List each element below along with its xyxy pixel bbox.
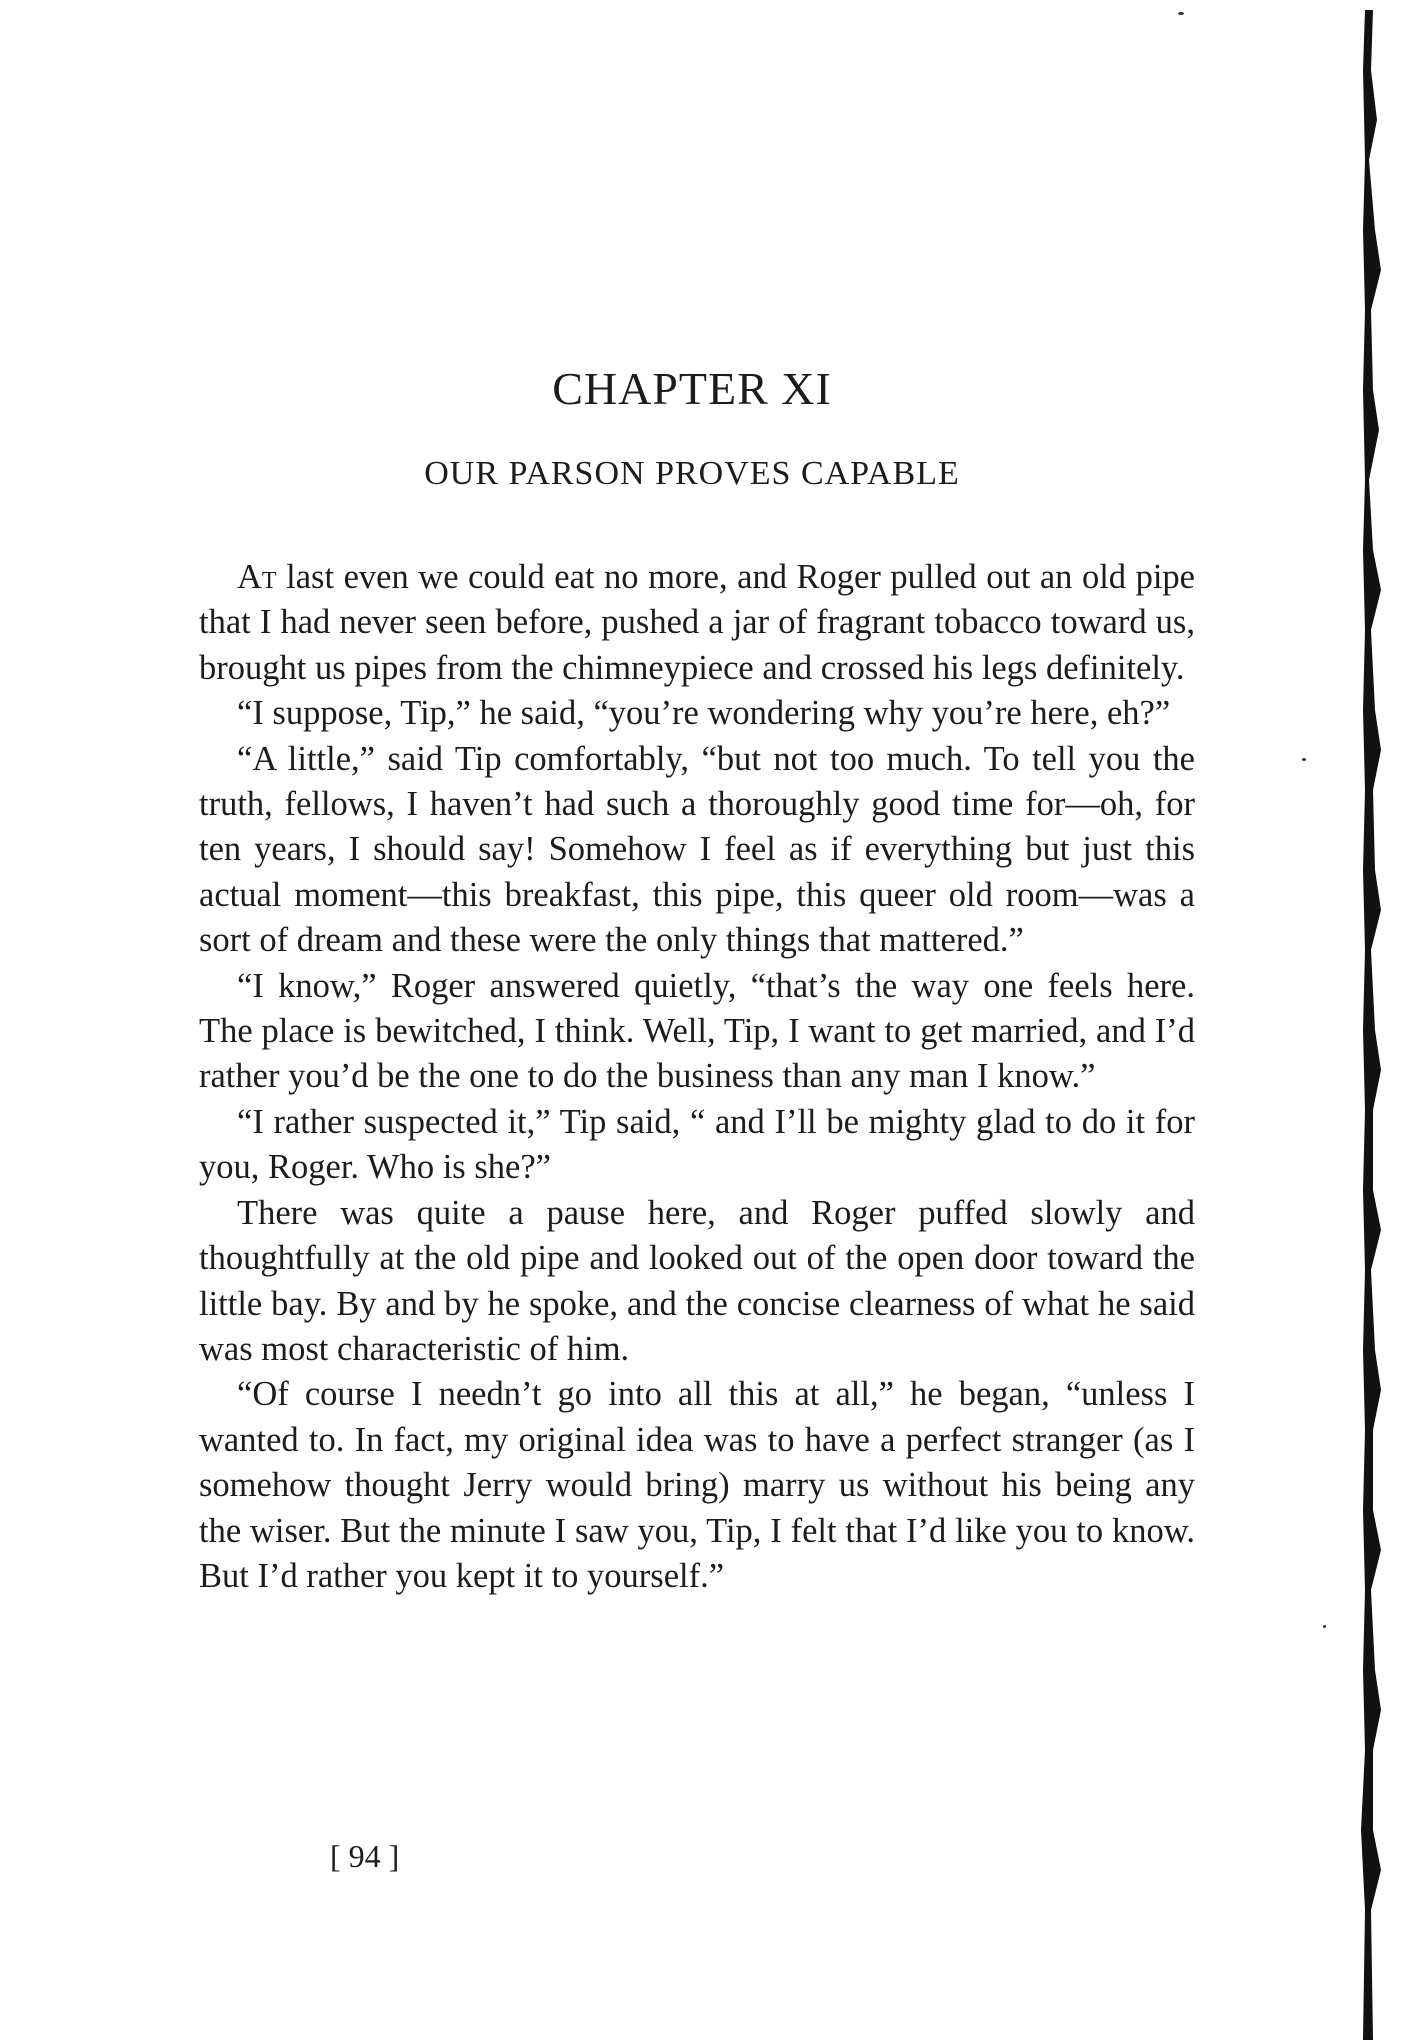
- paragraph-7: “Of course I needn’t go into all this at all,” he began, “unless I wanted to. In fact, my original idea was to have a perfect stranger (as I somehow thought Jerry would bring) marry us without his being any the wiser. But the minute I saw you, Tip, I felt that I’d like you to know. But I’d rather you kept it to yourself.”: [199, 1375, 1195, 1595]
- paragraph-2: “I suppose, Tip,” he said, “you’re wondering why you’re here, eh?”: [237, 694, 1171, 733]
- drop-lead-word: At: [237, 558, 277, 596]
- speck: [1302, 758, 1306, 761]
- paragraph-text: last even we could eat no more, and Roger pulled out an old pipe that I had never seen before, pushed a jar of fragrant tobacco toward us, brought us pipes from the chimneypiece and crossed his legs definitely.: [199, 558, 1195, 687]
- paragraph-4: “I know,” Roger answered quietly, “that’s the way one feels here. The place is bewitched, I think. Well, Tip, I want to get married, and I’d rather you’d be the one to do the business than any man I know.”: [199, 966, 1195, 1096]
- binding-edge-shadow: [1351, 10, 1387, 2040]
- speck: [1178, 12, 1184, 15]
- paragraph-6: There was quite a pause here, and Roger puffed slowly and thoughtfully at the old pipe and looked out of the open door toward the little bay. By and by he spoke, and the concise clearness of what he said was most characteristic of him.: [199, 1193, 1195, 1368]
- paragraph-5: “I rather suspected it,” Tip said, “ and I’ll be mighty glad to do it for you, Roger. Who is she?”: [199, 1102, 1195, 1187]
- paragraph-3: “A little,” said Tip comfortably, “but not too much. To tell you the truth, fellows, I haven’t had such a thoroughly good time for—oh, for ten years, I should say! Somehow I feel as if everything but just this actual moment—this breakfast, this pipe, this queer old room—was a sort of dream and these were the only things that mattered.”: [199, 739, 1195, 960]
- speck: [1323, 1625, 1326, 1628]
- chapter-number: CHAPTER XI: [552, 363, 832, 414]
- paragraph-1: [199, 555, 1195, 691]
- chapter-body: [199, 555, 1195, 1599]
- chapter-title: OUR PARSON PROVES CAPABLE: [424, 455, 960, 492]
- page-number: [ 94 ]: [330, 1838, 400, 1874]
